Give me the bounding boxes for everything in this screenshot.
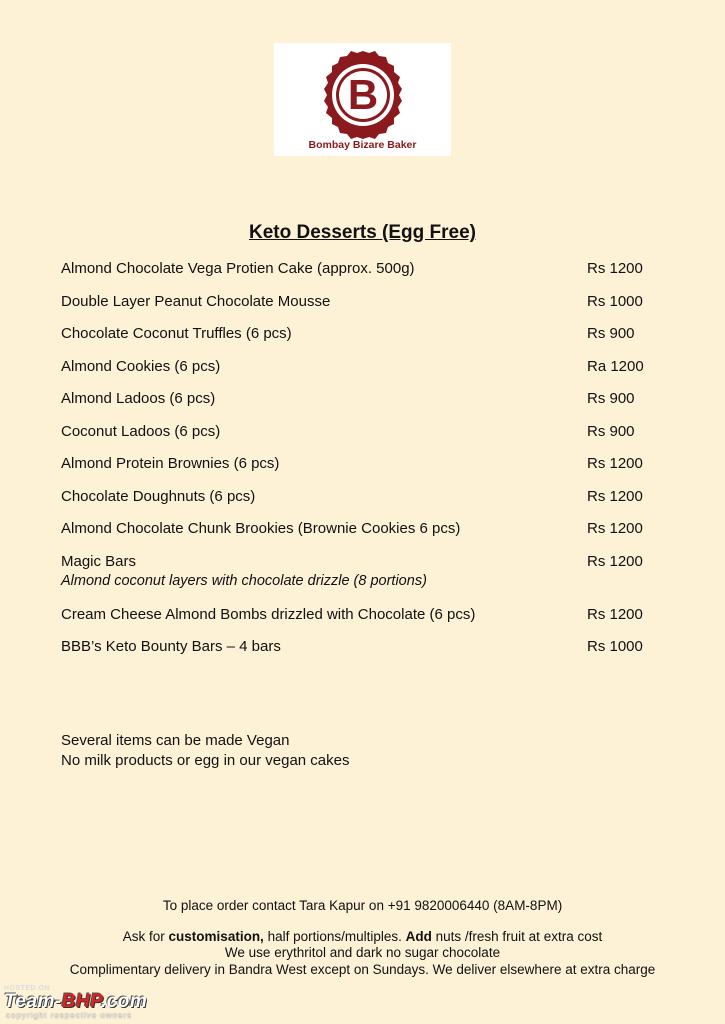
menu-item	[61, 636, 661, 669]
item-price: Rs 900	[587, 390, 635, 407]
item-name: Almond Protein Brownies (6 pcs)	[61, 455, 280, 472]
item-price: Rs 1000	[587, 292, 643, 310]
item-name: Almond Chocolate Vega Protien Cake (approx. 500g)	[61, 260, 415, 277]
item-name: Almond Ladoos (6 pcs)	[61, 390, 216, 407]
menu-item	[61, 486, 661, 519]
item-name: Cream Cheese Almond Bombs drizzled with Chocolate (6 pcs)	[61, 605, 476, 623]
item-description: Almond coconut layers with chocolate drizzle (8 portions)	[61, 572, 427, 589]
watermark-brand-mid: BHP	[61, 991, 101, 1012]
watermark-brand-suffix: .com	[100, 991, 148, 1012]
item-name: Magic Bars	[61, 552, 137, 570]
menu-item	[61, 421, 661, 454]
ask-suffix: nuts /fresh fruit at extra cost	[431, 928, 603, 944]
item-name: Almond Chocolate Chunk Brookies (Brownie Cookies 6 pcs)	[61, 520, 461, 537]
ask-bold-customisation: customisation,	[168, 928, 264, 944]
item-price: Rs 1200	[587, 605, 643, 623]
item-price: Rs 1200	[587, 487, 643, 505]
watermark-brand-prefix: Team-	[4, 991, 62, 1012]
item-name: Double Layer Peanut Chocolate Mousse	[61, 292, 331, 310]
item-name: BBB’s Keto Bounty Bars – 4 bars	[61, 638, 281, 655]
brand-logo	[274, 43, 451, 156]
notes	[61, 731, 349, 771]
ask-bold-add: Add	[405, 928, 432, 944]
delivery-line: Complimentary delivery in Bandra West except on Sundays. We deliver elsewhere at extra charge	[69, 961, 656, 977]
item-price: Rs 1200	[587, 520, 643, 537]
menu-item	[61, 291, 661, 324]
logo-letter: B	[347, 71, 379, 118]
item-name: Coconut Ladoos (6 pcs)	[61, 422, 221, 440]
ingredients-line: We use erythritol and dark no sugar chocolate	[224, 945, 501, 960]
menu-item	[61, 356, 661, 389]
menu-item	[61, 518, 661, 551]
customisation-line	[0, 929, 725, 946]
menu-item	[61, 258, 661, 291]
item-price: Rs 1200	[587, 260, 643, 277]
note-line: Several items can be made Vegan	[61, 732, 290, 749]
logo-badge-icon	[274, 43, 451, 143]
item-name: Chocolate Doughnuts (6 pcs)	[61, 487, 256, 505]
menu-item	[61, 453, 661, 486]
watermark-copyright: copyright respective owners	[6, 1011, 133, 1020]
watermark-hosted: HOSTED ON :	[4, 985, 56, 992]
item-price: Rs 1200	[587, 552, 643, 570]
item-price: Rs 1200	[587, 455, 643, 472]
menu-list	[61, 258, 661, 669]
note-line: No milk products or egg in our vegan cakes	[61, 752, 350, 769]
watermark	[4, 985, 204, 1021]
menu-item	[61, 604, 661, 637]
contact-line: To place order contact Tara Kapur on +91 9820006440 (8AM-8PM)	[162, 898, 563, 913]
menu-item	[61, 388, 661, 421]
item-price: Rs 900	[587, 422, 635, 440]
ask-mid: half portions/multiples.	[263, 928, 406, 944]
menu-item	[61, 323, 661, 356]
item-price: Rs 1000	[587, 638, 643, 655]
menu-item	[61, 551, 661, 604]
item-price: Ra 1200	[587, 357, 644, 375]
watermark-brand	[4, 991, 147, 1013]
item-name: Almond Cookies (6 pcs)	[61, 357, 221, 375]
logo-name: Bombay Bizare Baker	[308, 139, 417, 151]
footer	[0, 898, 725, 978]
ask-prefix: Ask for	[122, 928, 169, 944]
item-price: Rs 900	[587, 325, 635, 342]
page-title: Keto Desserts (Egg Free)	[248, 222, 476, 243]
item-name: Chocolate Coconut Truffles (6 pcs)	[61, 325, 292, 342]
